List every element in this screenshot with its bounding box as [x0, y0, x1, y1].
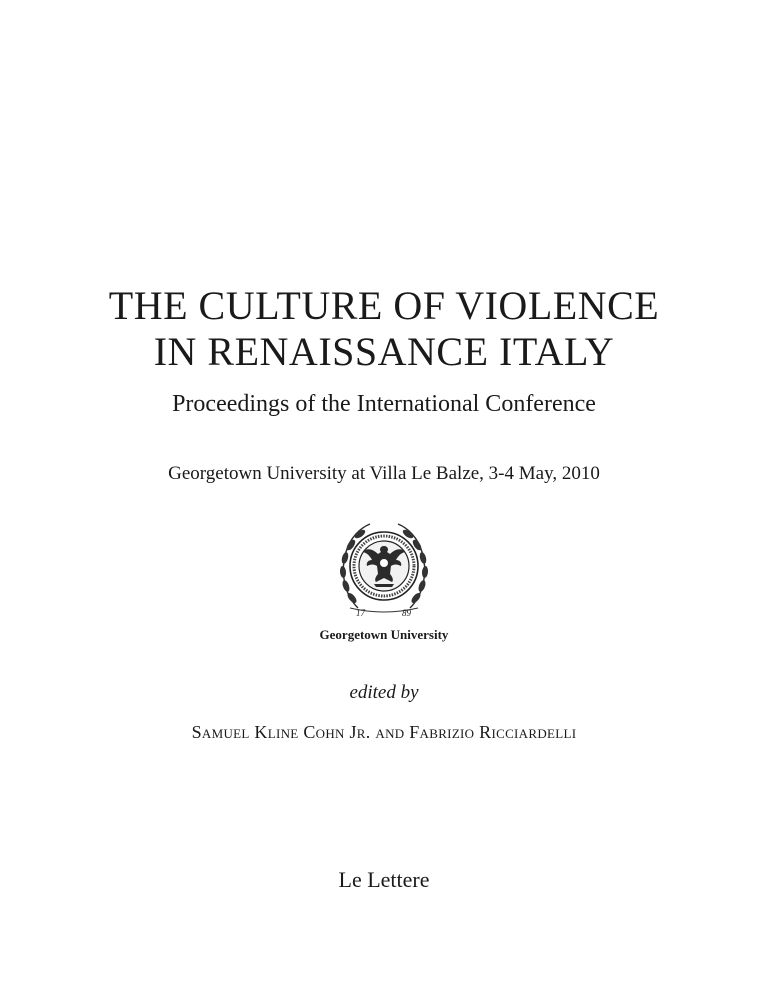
- conference-venue: Georgetown University at Villa Le Balze, 3-4 May, 2010: [168, 463, 600, 484]
- seal-caption: Georgetown University: [319, 627, 449, 642]
- edited-by-label: edited by: [349, 682, 419, 703]
- university-seal-icon: [336, 516, 432, 620]
- book-title-line-1: THE CULTURE OF VIOLENCE: [108, 283, 660, 328]
- seal-year-right: 89: [402, 608, 411, 618]
- editors-names: Samuel Kline Cohn Jr. and Fabrizio Ricciardelli: [191, 722, 577, 742]
- seal-year-left: 17: [356, 608, 365, 618]
- book-subtitle: Proceedings of the International Conference: [172, 391, 596, 417]
- publisher-name: Le Lettere: [338, 867, 430, 892]
- book-title-line-2: IN RENAISSANCE ITALY: [153, 329, 615, 374]
